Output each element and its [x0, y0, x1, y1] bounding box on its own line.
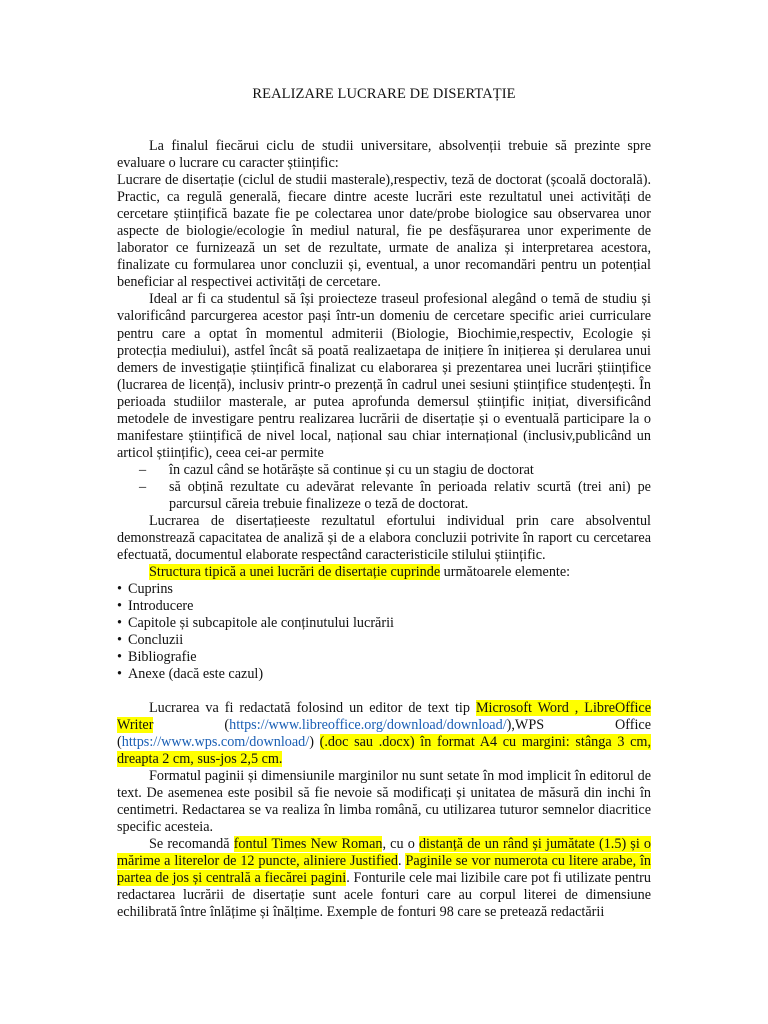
structure-list	[117, 581, 651, 683]
paragraph-disertation-definition: Lucrare de disertație (ciclul de studii masterale),respectiv, teză de doctorat (școală doctorală). Practic, ca regulă generală, fiecare dintre aceste lucrări este rezultatul unei activități de cercetare științifică bazate fie pe colectarea unor date/probe biologice sau observarea unor aspecte de biologie/ecologie în mediul natural, fie pe desfășurarea unor experimente de laborator ce furnizează un set de rezultate, urmate de analiza și interpretarea acestora, finalizate cu formularea unor concluzii și, eventual, a unor recomandări pentru un potențial beneficiar al respectivei activități de cercetare.	[117, 172, 651, 291]
list-item: • Introducere	[117, 598, 194, 615]
bullet-marker: •	[117, 649, 122, 666]
bullet-marker: •	[117, 581, 122, 598]
paragraph-ideal-path: Ideal ar fi ca studentul să își proiecteze traseul profesional alegând o temă de studiu și valorificând parcurgerea acestor pași într-un domeniu de cercetare specific ariei curriculare pentru care a optat în momentul admiterii (Biologie, Biochimie,respectiv, Ecologie și protecția mediului), astfel încât să poată realizaetapa de inițiere în inițierea și derularea unui demers de investigație științifică finalizat cu elaborarea și prezentarea unei lucrări științifice (lucrarea de licență), inclusiv printr-o prezență în cadrul unei sesiuni științifice studențești. În perioada studiilor masterale, ar putea aprofunda demersul științific inițiat, diversificând metodele de investigare pentru realizarea lucrării de disertație și o eventuală participare la o manifestare științifică de nivel local, național sau chiar internațional (inclusiv,publicând un articol științific), ceea cei-ar permite	[117, 291, 651, 461]
list-item: – să obțină rezultate cu adevărat relevante în perioada relativ scurtă (trei ani) pe parcursul căreia trebuie finalizeze o teză de doctorat.	[139, 478, 651, 512]
highlight: Microsoft Word , LibreOffice Writer	[117, 699, 652, 733]
highlight: (.doc sau .docx) în format A4 cu margini: stânga 3 cm, dreapta 2 cm, sus-jos 2,5 cm.	[117, 733, 651, 767]
list-item: • Bibliografie	[117, 649, 197, 666]
page-title: REALIZARE LUCRARE DE DISERTAȚIE	[252, 86, 516, 102]
bullet-marker: •	[117, 615, 122, 632]
dash-marker: –	[139, 478, 147, 495]
bullet-marker: •	[117, 632, 122, 649]
bullet-marker: •	[117, 598, 122, 615]
list-item: – în cazul când se hotărăște să continue și cu un stagiu de doctorat	[139, 461, 534, 478]
list-item: • Concluzii	[117, 632, 184, 649]
paragraph-intro: La finalul fiecărui ciclu de studii universitare, absolvenții trebuie să prezinte spre evaluare o lucrare cu caracter științific:	[117, 138, 651, 172]
highlight: Structura tipică a unei lucrări de disertație cuprinde	[149, 564, 441, 581]
paragraph-editor: Lucrarea va fi redactată folosind un editor de text tip Microsoft Word , LibreOffice Writer (https://www.libreoffice.org/download/download/),WPS Office (https://www.wps.com/download/) (.doc sau .docx) în format A4 cu margini: stânga 3 cm, dreapta 2 cm, sus-jos 2,5 cm.	[117, 699, 652, 767]
highlight: fontul Times New Roman	[233, 835, 383, 852]
list-item: • Cuprins	[117, 581, 173, 598]
libreoffice-link[interactable]: https://www.libreoffice.org/download/download/	[229, 716, 507, 733]
bullet-marker: •	[117, 666, 122, 683]
paragraph-result: Lucrarea de disertațieeste rezultatul efortului individual prin care absolventul demonstrează capacitatea de analiză și de a elabora concluzii potrivite în raport cu cercetarea efectuată, documentul elaborate respectând caracteristicile stilului științific.	[117, 513, 651, 564]
paragraph-structure-heading: Structura tipică a unei lucrări de disertație cuprinde următoarele elemente:	[149, 564, 571, 581]
dash-marker: –	[139, 461, 147, 478]
list-item: • Capitole și subcapitole ale conținutului lucrării	[117, 615, 394, 632]
highlight: Paginile se vor numerota cu litere arabe, în partea de jos și centrală a fiecărei pagini	[117, 852, 652, 886]
document-body	[117, 138, 651, 921]
paragraph-page-format: Formatul paginii și dimensiunile marginilor nu sunt setate în mod implicit în editorul de text. De asemenea este posibil să fie nevoie să modificați și unitatea de măsură din inchi în centimetri. Redactarea se va realiza în limba română, cu utilizarea tuturor semnelor diacritice specific acesteia.	[117, 767, 651, 835]
dash-list	[117, 462, 651, 513]
wps-link[interactable]: https://www.wps.com/download/	[121, 733, 310, 750]
highlight: distanță de un rând și jumătate (1.5) și o mărime a literelor de 12 puncte, aliniere Justified	[117, 835, 651, 869]
paragraph-font: Se recomandă fontul Times New Roman, cu o distanță de un rând și jumătate (1.5) și o mărime a literelor de 12 puncte, aliniere Justified. Paginile se vor numerota cu litere arabe, în partea de jos și centrală a fiecărei pagini. Fonturile cele mai lizibile care pot fi utilizate pentru redactarea lucrării de disertație sunt acele fonturi care au corpul literei de dimensiune echilibrată între înlățime și înălțime. Exemple de fonturi 98 care se pretează redactării	[117, 835, 652, 921]
list-item: • Anexe (dacă este cazul)	[117, 666, 264, 683]
